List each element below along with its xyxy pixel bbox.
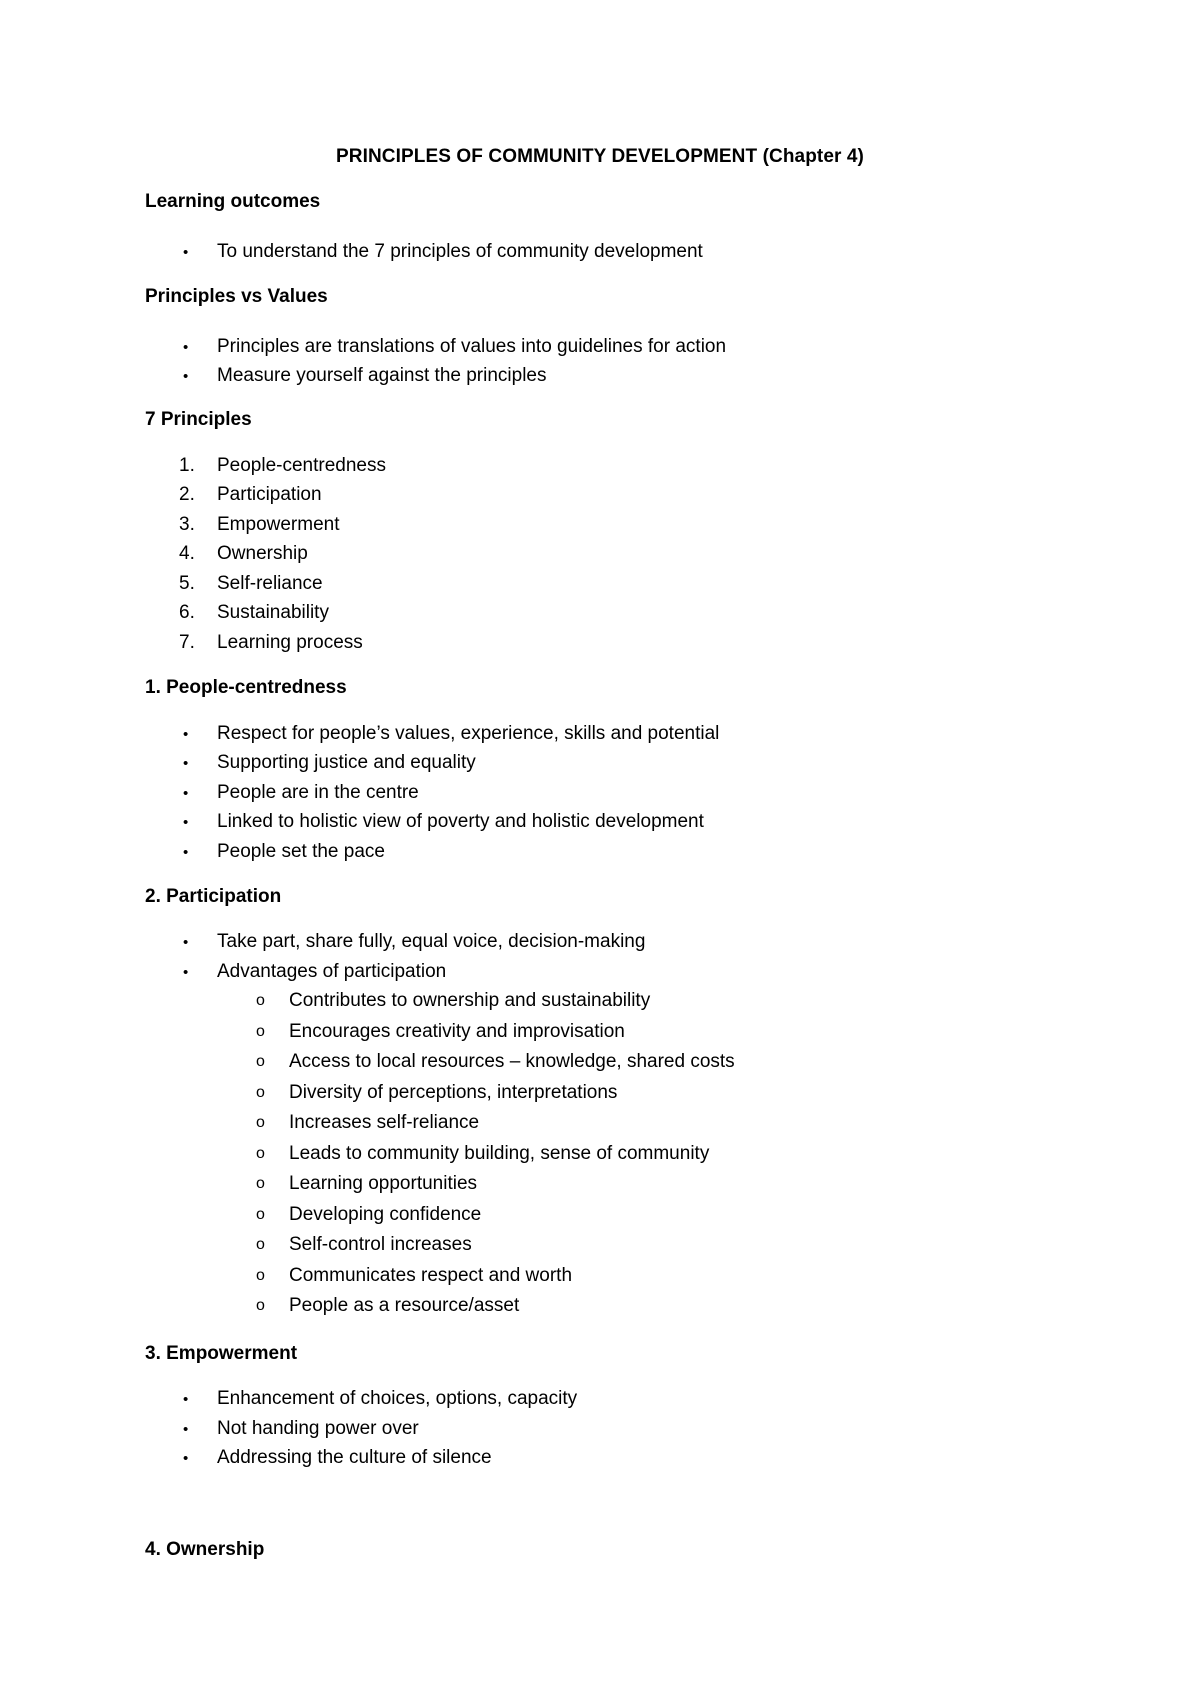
numbered-item: People-centredness: [217, 455, 386, 476]
list-number: 2.: [179, 484, 195, 505]
numbered-item: Empowerment: [217, 514, 340, 535]
list-item: Enhancement of choices, options, capacity: [217, 1388, 578, 1409]
sub-bullet-marker: o: [256, 1084, 265, 1101]
sub-bullet-marker: o: [256, 1297, 265, 1314]
sub-list-item: Developing confidence: [289, 1204, 482, 1225]
list-item: Measure yourself against the principles: [217, 365, 547, 386]
bullet-marker: •: [183, 1450, 189, 1467]
sub-bullet-marker: o: [256, 1145, 265, 1162]
bullet-marker: •: [183, 755, 189, 772]
section-heading-empowerment: 3. Empowerment: [145, 1343, 298, 1364]
sub-bullet-marker: o: [256, 1114, 265, 1131]
sub-bullet-marker: o: [256, 992, 265, 1009]
numbered-item: Participation: [217, 484, 322, 505]
bullet-marker: •: [183, 934, 189, 951]
bullet-marker: •: [183, 726, 189, 743]
sub-list-item: Diversity of perceptions, interpretations: [289, 1082, 618, 1103]
bullet-marker: •: [183, 814, 189, 831]
list-number: 4.: [179, 543, 195, 564]
bullet-marker: •: [183, 844, 189, 861]
list-item: Linked to holistic view of poverty and holistic development: [217, 811, 704, 832]
sub-bullet-marker: o: [256, 1236, 265, 1253]
section-heading-ownership: 4. Ownership: [145, 1539, 265, 1560]
bullet-marker: •: [183, 785, 189, 802]
list-item: Take part, share fully, equal voice, decision-making: [217, 931, 646, 952]
bullet-marker: •: [183, 244, 189, 261]
sub-list-item: People as a resource/asset: [289, 1295, 520, 1316]
numbered-item: Self-reliance: [217, 573, 323, 594]
section-heading-principles-vs-values: Principles vs Values: [145, 286, 328, 307]
list-number: 1.: [179, 455, 195, 476]
section-heading-participation: 2. Participation: [145, 886, 282, 907]
bullet-marker: •: [183, 964, 189, 981]
sub-list-item: Communicates respect and worth: [289, 1265, 573, 1286]
list-number: 5.: [179, 573, 195, 594]
sub-bullet-marker: o: [256, 1175, 265, 1192]
bullet-marker: •: [183, 368, 189, 385]
sub-list-item: Encourages creativity and improvisation: [289, 1021, 625, 1042]
numbered-item: Learning process: [217, 632, 363, 653]
sub-list-item: Contributes to ownership and sustainability: [289, 990, 651, 1011]
sub-list-item: Learning opportunities: [289, 1173, 478, 1194]
sub-list-item: Self-control increases: [289, 1234, 472, 1255]
list-item: Advantages of participation: [217, 961, 447, 982]
list-item: Addressing the culture of silence: [217, 1447, 492, 1468]
sub-bullet-marker: o: [256, 1206, 265, 1223]
list-item: Principles are translations of values into guidelines for action: [217, 336, 727, 357]
bullet-marker: •: [183, 339, 189, 356]
sub-bullet-marker: o: [256, 1053, 265, 1070]
sub-list-item: Increases self-reliance: [289, 1112, 480, 1133]
list-item: Supporting justice and equality: [217, 752, 476, 773]
numbered-item: Ownership: [217, 543, 308, 564]
list-number: 7.: [179, 632, 195, 653]
bullet-marker: •: [183, 1421, 189, 1438]
list-number: 6.: [179, 602, 195, 623]
sub-bullet-marker: o: [256, 1267, 265, 1284]
list-item: To understand the 7 principles of community development: [217, 241, 703, 262]
numbered-item: Sustainability: [217, 602, 329, 623]
section-heading-people-centredness: 1. People-centredness: [145, 677, 347, 698]
list-number: 3.: [179, 514, 195, 535]
list-item: Not handing power over: [217, 1418, 419, 1439]
list-item: People set the pace: [217, 841, 385, 862]
bullet-marker: •: [183, 1391, 189, 1408]
list-item: Respect for people’s values, experience, skills and potential: [217, 723, 720, 744]
list-item: People are in the centre: [217, 782, 419, 803]
section-heading-learning-outcomes: Learning outcomes: [145, 191, 321, 212]
sub-list-item: Access to local resources – knowledge, shared costs: [289, 1051, 735, 1072]
section-heading-7-principles: 7 Principles: [145, 409, 252, 430]
sub-bullet-marker: o: [256, 1023, 265, 1040]
document-title: PRINCIPLES OF COMMUNITY DEVELOPMENT (Chapter 4): [336, 146, 864, 167]
sub-list-item: Leads to community building, sense of community: [289, 1143, 710, 1164]
